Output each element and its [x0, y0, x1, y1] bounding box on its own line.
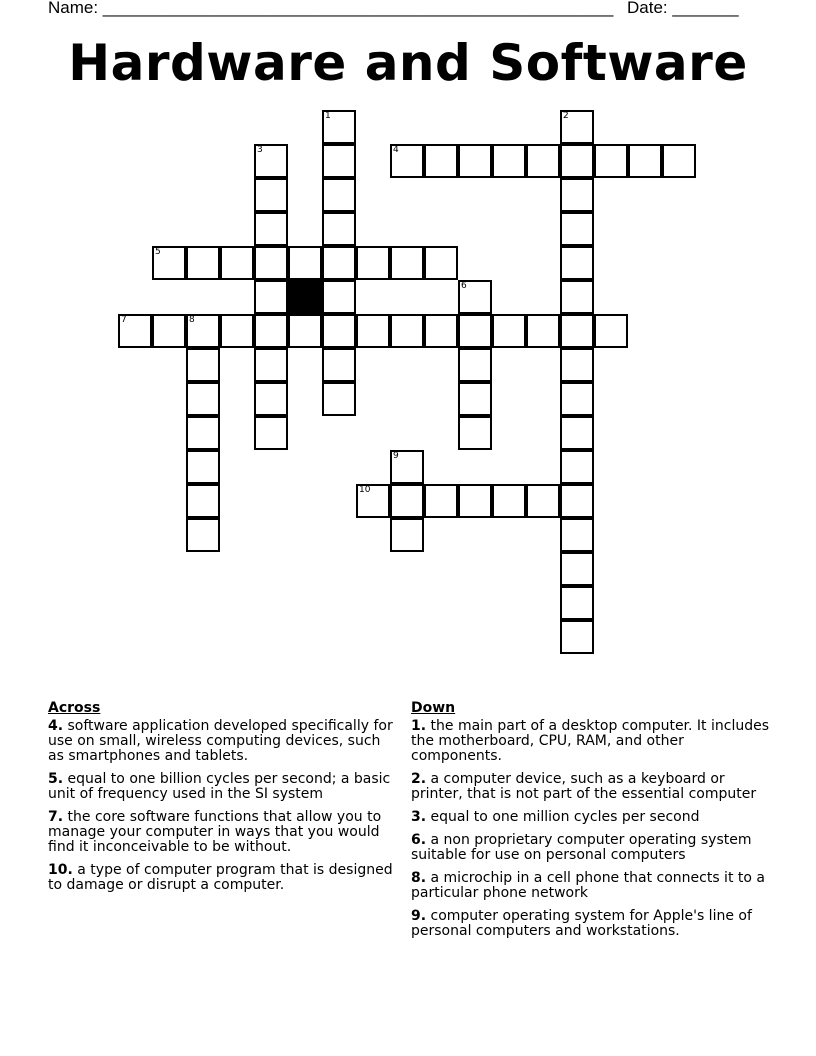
clue-number: 1 — [325, 111, 331, 121]
crossword-cell[interactable] — [492, 484, 526, 518]
across-clue — [48, 719, 398, 764]
crossword-cell[interactable] — [322, 212, 356, 246]
crossword-cell[interactable] — [560, 484, 594, 518]
crossword-cell[interactable] — [628, 144, 662, 178]
across-clues — [48, 700, 398, 901]
crossword-cell[interactable] — [526, 314, 560, 348]
clue-number: 5 — [155, 247, 161, 257]
name-field: Name: ______________________________________________________ — [48, 0, 614, 17]
across-heading: Across — [48, 700, 101, 716]
crossword-cell[interactable] — [560, 450, 594, 484]
clue-number: 4 — [393, 145, 399, 155]
clue-number: 6. — [411, 832, 427, 848]
down-clue — [411, 909, 771, 939]
clue-text: the core software functions that allow you to manage your computer in ways that you would find it inconceivable to be without. — [48, 809, 382, 855]
crossword-cell[interactable] — [424, 484, 458, 518]
crossword-cell[interactable] — [560, 586, 594, 620]
crossword-cell[interactable] — [390, 246, 424, 280]
crossword-cell[interactable] — [458, 348, 492, 382]
crossword-cell[interactable] — [560, 620, 594, 654]
crossword-cell[interactable] — [390, 450, 424, 484]
down-heading: Down — [411, 700, 456, 716]
crossword-cell[interactable] — [662, 144, 696, 178]
crossword-cell[interactable] — [186, 484, 220, 518]
crossword-cell[interactable] — [322, 144, 356, 178]
down-clue — [411, 833, 771, 863]
date-field: Date: _______ — [627, 0, 739, 17]
crossword-cell[interactable] — [186, 450, 220, 484]
crossword-cell[interactable] — [322, 246, 356, 280]
crossword-cell[interactable] — [458, 484, 492, 518]
clue-text: equal to one billion cycles per second; a basic unit of frequency used in the SI system — [48, 771, 391, 802]
clue-number: 7. — [48, 809, 64, 825]
crossword-cell[interactable] — [322, 348, 356, 382]
crossword-cell[interactable] — [458, 144, 492, 178]
crossword-cell[interactable] — [186, 416, 220, 450]
crossword-cell[interactable] — [254, 348, 288, 382]
crossword-cell[interactable] — [390, 144, 424, 178]
crossword-cell[interactable] — [254, 178, 288, 212]
down-clue — [411, 871, 771, 901]
clue-text: the main part of a desktop computer. It includes the motherboard, CPU, RAM, and other components. — [411, 718, 770, 764]
crossword-cell[interactable] — [424, 246, 458, 280]
crossword-cell[interactable] — [254, 212, 288, 246]
crossword-cell[interactable] — [254, 280, 288, 314]
crossword-cell[interactable] — [254, 382, 288, 416]
crossword-cell[interactable] — [254, 246, 288, 280]
crossword-cell[interactable] — [118, 314, 152, 348]
crossword-cell[interactable] — [492, 314, 526, 348]
crossword-cell[interactable] — [594, 144, 628, 178]
crossword-cell[interactable] — [288, 314, 322, 348]
down-clues — [411, 700, 771, 947]
clue-number: 10 — [359, 485, 371, 495]
clue-text: software application developed specifically for use on small, wireless computing devices, such as smartphones and tablets. — [48, 718, 393, 764]
clue-number: 1. — [411, 718, 427, 734]
crossword-cell[interactable] — [424, 144, 458, 178]
down-clue — [411, 810, 771, 825]
crossword-black-cell — [288, 280, 322, 314]
down-clue-list — [411, 719, 771, 939]
crossword-cell[interactable] — [356, 484, 390, 518]
crossword-cell[interactable] — [560, 416, 594, 450]
crossword-cell[interactable] — [152, 314, 186, 348]
crossword-cell[interactable] — [594, 314, 628, 348]
clue-number: 2 — [563, 111, 569, 121]
crossword-cell[interactable] — [458, 416, 492, 450]
crossword-cell[interactable] — [322, 314, 356, 348]
clue-text: computer operating system for Apple's line of personal computers and workstations. — [411, 908, 752, 939]
across-clue — [48, 863, 398, 893]
clue-text: a computer device, such as a keyboard or printer, that is not part of the essential computer — [411, 771, 757, 802]
crossword-cell[interactable] — [254, 314, 288, 348]
crossword-cell[interactable] — [152, 246, 186, 280]
crossword-cell[interactable] — [458, 314, 492, 348]
crossword-cell[interactable] — [186, 382, 220, 416]
crossword-cell[interactable] — [220, 314, 254, 348]
crossword-cell[interactable] — [526, 144, 560, 178]
clue-number: 7 — [121, 315, 127, 325]
crossword-cell[interactable] — [390, 518, 424, 552]
crossword-cell[interactable] — [254, 416, 288, 450]
crossword-cell[interactable] — [356, 246, 390, 280]
crossword-cell[interactable] — [560, 212, 594, 246]
crossword-cell[interactable] — [288, 246, 322, 280]
clue-text: equal to one million cycles per second — [430, 809, 700, 825]
crossword-cell[interactable] — [186, 246, 220, 280]
crossword-cell[interactable] — [424, 314, 458, 348]
clue-number: 4. — [48, 718, 64, 734]
clue-number: 6 — [461, 281, 467, 291]
clue-number: 9. — [411, 908, 427, 924]
crossword-cell[interactable] — [322, 382, 356, 416]
crossword-cell[interactable] — [560, 280, 594, 314]
crossword-cell[interactable] — [390, 314, 424, 348]
across-clue — [48, 772, 398, 802]
crossword-cell[interactable] — [186, 518, 220, 552]
down-clue — [411, 772, 771, 802]
crossword-cell[interactable] — [356, 314, 390, 348]
clue-text: a non proprietary computer operating system suitable for use on personal computers — [411, 832, 752, 863]
clue-number: 3 — [257, 145, 263, 155]
across-clue-list — [48, 719, 398, 893]
clue-text: a type of computer program that is designed to damage or disrupt a computer. — [48, 862, 393, 893]
crossword-cell[interactable] — [492, 144, 526, 178]
crossword-cell[interactable] — [322, 280, 356, 314]
crossword-cell[interactable] — [390, 484, 424, 518]
clue-number: 10. — [48, 862, 73, 878]
crossword-cell[interactable] — [560, 552, 594, 586]
crossword-cell[interactable] — [254, 144, 288, 178]
clue-number: 5. — [48, 771, 64, 787]
clue-number: 8. — [411, 870, 427, 886]
crossword-cell[interactable] — [186, 348, 220, 382]
crossword-cell[interactable] — [458, 280, 492, 314]
crossword-cell[interactable] — [322, 110, 356, 144]
crossword-cell[interactable] — [560, 382, 594, 416]
clue-text: a microchip in a cell phone that connects it to a particular phone network — [411, 870, 765, 901]
crossword-cell[interactable] — [560, 518, 594, 552]
clue-number: 9 — [393, 451, 399, 461]
clue-number: 3. — [411, 809, 427, 825]
crossword-cell[interactable] — [560, 110, 594, 144]
crossword-cell[interactable] — [526, 484, 560, 518]
down-clue — [411, 719, 771, 764]
crossword-cell[interactable] — [186, 314, 220, 348]
across-clue — [48, 810, 398, 855]
clue-number: 8 — [189, 315, 195, 325]
crossword-cell[interactable] — [458, 382, 492, 416]
crossword-cell[interactable] — [560, 246, 594, 280]
page-title: Hardware and Software — [68, 34, 748, 92]
clue-number: 2. — [411, 771, 427, 787]
crossword-cell[interactable] — [322, 178, 356, 212]
crossword-cell[interactable] — [560, 348, 594, 382]
crossword-cell[interactable] — [220, 246, 254, 280]
crossword-cell[interactable] — [560, 144, 594, 178]
crossword-cell[interactable] — [560, 314, 594, 348]
crossword-cell[interactable] — [560, 178, 594, 212]
